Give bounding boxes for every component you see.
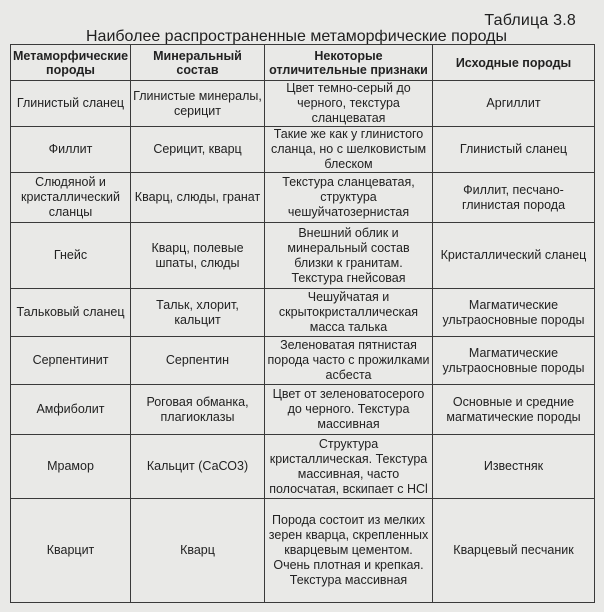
header-rock: Метаморфические породы <box>11 45 131 81</box>
table-row <box>11 289 595 337</box>
cell-source: Магматические ультраосновные породы <box>433 289 595 337</box>
cell-features: Цвет темно-серый до черного, текстура сланцеватая <box>265 81 433 127</box>
header-minerals: Минеральный состав <box>131 45 265 81</box>
cell-features: Такие же как у глинистого сланца, но с шелковистым блеском <box>265 127 433 173</box>
table-title: Наиболее распространенные метаморфические породы <box>86 28 507 45</box>
cell-features: Структура кристаллическая. Текстура массивная, часто полосчатая, вскипает с HCl <box>265 435 433 499</box>
table-row <box>11 385 595 435</box>
cell-rock: Серпентинит <box>11 337 131 385</box>
cell-features: Порода состоит из мелких зерен кварца, скрепленных кварцевым цементом. Очень плотная и крепкая. Текстура массивная <box>265 499 433 603</box>
cell-minerals: Тальк, хлорит, кальцит <box>131 289 265 337</box>
header-row <box>11 45 595 81</box>
table-number: Таблица 3.8 <box>484 12 576 29</box>
table-row <box>11 173 595 223</box>
cell-minerals: Кварц, слюды, гранат <box>131 173 265 223</box>
cell-source: Известняк <box>433 435 595 499</box>
cell-rock: Филлит <box>11 127 131 173</box>
cell-rock: Тальковый сланец <box>11 289 131 337</box>
cell-source: Аргиллит <box>433 81 595 127</box>
cell-minerals: Серпентин <box>131 337 265 385</box>
cell-minerals: Кальцит (СаСО3) <box>131 435 265 499</box>
cell-rock: Мрамор <box>11 435 131 499</box>
table-row <box>11 81 595 127</box>
cell-source: Филлит, песчано-глинистая порода <box>433 173 595 223</box>
cell-source: Основные и средние магматические породы <box>433 385 595 435</box>
cell-rock: Слюдяной и кристаллический сланцы <box>11 173 131 223</box>
table-row <box>11 127 595 173</box>
header-source: Исходные породы <box>433 45 595 81</box>
cell-features: Цвет от зеленоватосерого до черного. Текстура массивная <box>265 385 433 435</box>
cell-minerals: Кварц, полевые шпаты, слюды <box>131 223 265 289</box>
cell-rock: Амфиболит <box>11 385 131 435</box>
cell-source: Магматические ультраосновные породы <box>433 337 595 385</box>
cell-minerals: Глинистые минералы, серицит <box>131 81 265 127</box>
cell-minerals: Кварц <box>131 499 265 603</box>
cell-features: Зеленоватая пятнистая порода часто с прожилками асбеста <box>265 337 433 385</box>
table-row <box>11 435 595 499</box>
cell-source: Глинистый сланец <box>433 127 595 173</box>
header-features: Некоторые отличительные признаки <box>265 45 433 81</box>
table-row <box>11 337 595 385</box>
table-row <box>11 499 595 603</box>
metamorphic-rocks-table <box>10 44 595 603</box>
cell-minerals: Серицит, кварц <box>131 127 265 173</box>
cell-source: Кварцевый песчаник <box>433 499 595 603</box>
cell-rock: Глинистый сланец <box>11 81 131 127</box>
cell-features: Внешний облик и минеральный состав близки к гранитам. Текстура гнейсовая <box>265 223 433 289</box>
cell-minerals: Роговая обманка, плагиоклазы <box>131 385 265 435</box>
cell-rock: Кварцит <box>11 499 131 603</box>
cell-rock: Гнейс <box>11 223 131 289</box>
table-row <box>11 223 595 289</box>
cell-source: Кристаллический сланец <box>433 223 595 289</box>
cell-features: Текстура сланцеватая, структура чешуйчатозернистая <box>265 173 433 223</box>
cell-features: Чешуйчатая и скрытокристаллическая масса талька <box>265 289 433 337</box>
